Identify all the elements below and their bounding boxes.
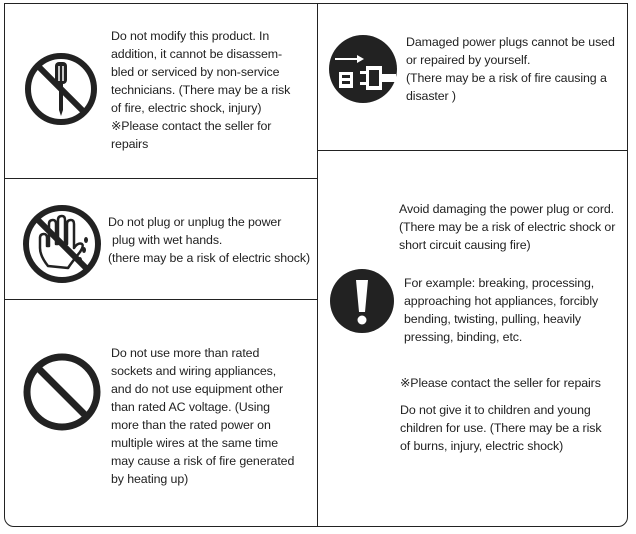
- text-line: plug with wet hands.: [112, 233, 223, 247]
- text-line: Do not use more than rated: [111, 346, 260, 360]
- cord-contact-note: ※Please contact the seller for repairs: [400, 376, 601, 390]
- damaged-plug-warning-text: [406, 33, 624, 105]
- text-line: bled or serviced by non-service: [111, 65, 280, 79]
- row-divider-1: [4, 178, 317, 179]
- text-line: children for use. (There may be a risk: [400, 421, 602, 435]
- prohibition-icon: [22, 352, 102, 432]
- text-line: and do not use equipment other: [111, 382, 283, 396]
- text-line: of fire, electric shock, injury): [111, 101, 262, 115]
- text-line: bending, twisting, pulling, heavily: [404, 312, 581, 326]
- text-line: pressing, binding, etc.: [404, 330, 523, 344]
- text-line: approaching hot appliances, forcibly: [404, 294, 599, 308]
- text-line: ※Please contact the seller for: [111, 119, 272, 133]
- wet-hands-warning-text: [108, 213, 314, 267]
- cord-warning-example: [404, 274, 612, 346]
- no-screwdriver-icon: [24, 52, 98, 126]
- exclamation-icon: [327, 266, 397, 336]
- text-line: than rated AC voltage. (Using: [111, 400, 270, 414]
- text-line: Damaged power plugs cannot be used: [406, 35, 615, 49]
- text-line: may cause a risk of fire generated: [111, 454, 295, 468]
- cord-warning-intro: [399, 200, 623, 254]
- overload-warning-text: [111, 344, 295, 488]
- text-line: multiple wires at the same time: [111, 436, 278, 450]
- text-line: (there may be a risk of electric shock): [108, 251, 310, 265]
- text-line: (There may be a risk of electric shock or: [399, 220, 616, 234]
- text-line: (There may be a risk of fire causing a: [406, 71, 607, 85]
- no-wet-hand-icon: [22, 204, 102, 284]
- text-line: Do not give it to children and young: [400, 403, 591, 417]
- text-line: Do not modify this product. In: [111, 29, 270, 43]
- column-divider: [317, 3, 318, 527]
- text-line: by heating up): [111, 472, 189, 486]
- modify-warning-text: [111, 27, 295, 153]
- text-line: addition, it cannot be disassem-: [111, 47, 283, 61]
- text-line: or repaired by yourself.: [406, 53, 531, 67]
- children-warning-text: [400, 401, 620, 455]
- unplug-icon: [326, 32, 400, 106]
- text-line: disaster ): [406, 89, 456, 103]
- text-line: short circuit causing fire): [399, 238, 531, 252]
- text-line: sockets and wiring appliances,: [111, 364, 277, 378]
- text-line: technicians. (There may be a risk: [111, 83, 291, 97]
- row-divider-2: [4, 299, 317, 300]
- text-line: of burns, injury, electric shock): [400, 439, 564, 453]
- row-divider-right: [317, 150, 628, 151]
- text-line: For example: breaking, processing,: [404, 276, 595, 290]
- text-line: Avoid damaging the power plug or cord.: [399, 202, 615, 216]
- text-line: repairs: [111, 137, 149, 151]
- text-line: more than the rated power on: [111, 418, 271, 432]
- text-line: Do not plug or unplug the power: [108, 215, 282, 229]
